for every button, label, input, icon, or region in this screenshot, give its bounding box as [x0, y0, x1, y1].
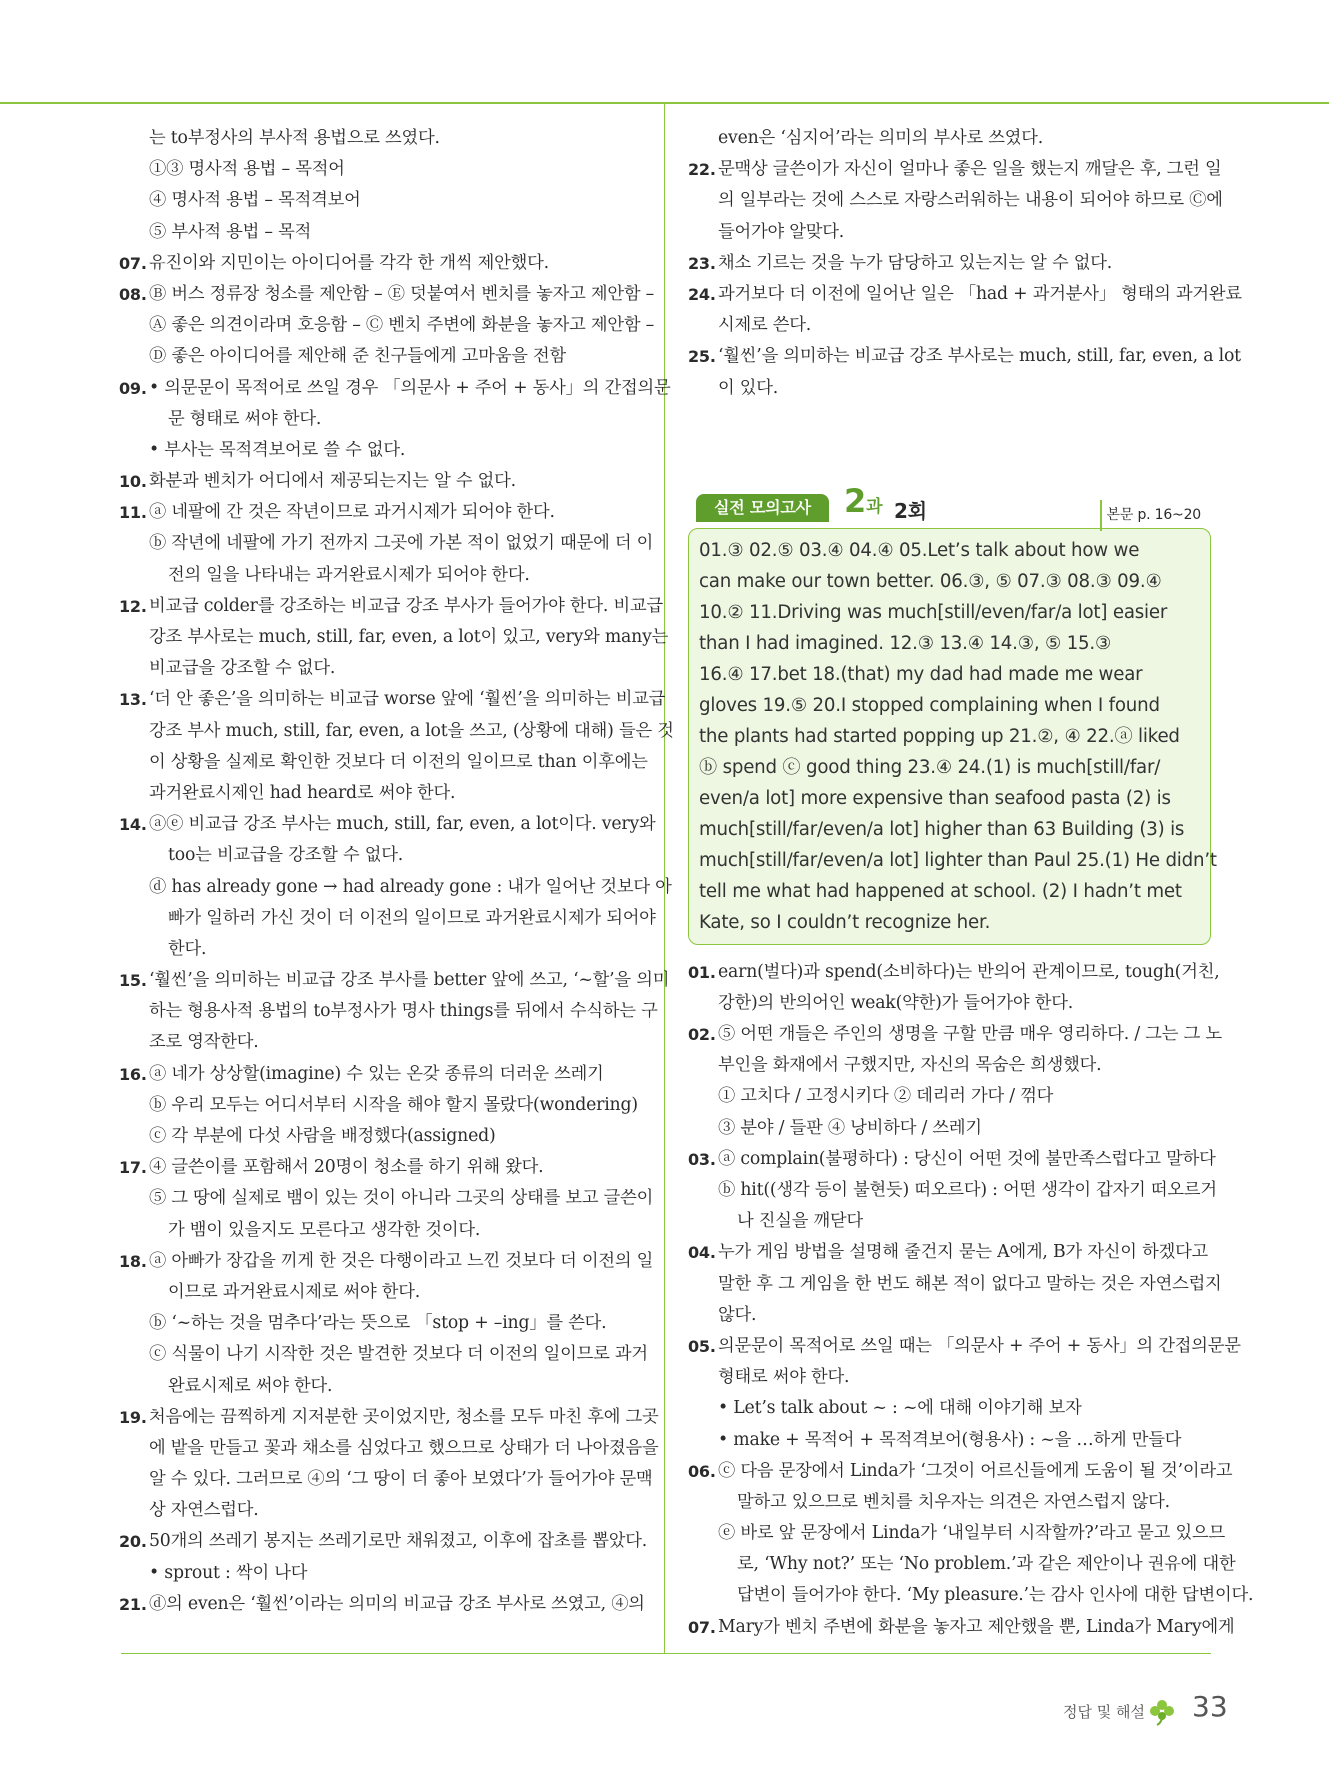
page-reference: 본문 p. 16~20	[1100, 500, 1201, 531]
line-text: ⓒ 다음 문장에서 Linda가 ‘그것이 어르신들에게 도움이 될 것’이라고	[718, 1460, 1233, 1481]
text-line	[119, 1495, 644, 1526]
unit-label	[844, 481, 883, 523]
answer-title-tab: 실전 모의고사	[696, 494, 829, 522]
line-text: 과거보다 더 이전에 일어난 일은 「had + 과거분사」 형태의 과거완료	[718, 283, 1242, 304]
item-number: 11.	[119, 503, 147, 523]
line-text: earn(벌다)과 spend(소비하다)는 반의어 관계이므로, tough(거친,	[718, 961, 1220, 982]
answer-line: can make our town better. 06.③, ⑤ 07.③ 08.③ 09.④	[699, 570, 1162, 592]
text-line	[688, 1237, 1211, 1268]
answer-line: the plants had started popping up 21.②, ④ 22.ⓐ liked	[699, 725, 1180, 747]
text-line	[119, 248, 644, 279]
line-text: ⓐ complain(불평하다) : 당신이 어떤 것에 불만족스럽다고 말하다	[718, 1148, 1216, 1169]
line-text: 유진이와 지민이는 아이디어를 각각 한 개씩 제안했다.	[149, 252, 549, 273]
text-line	[688, 1081, 1211, 1112]
text-line	[688, 279, 1242, 310]
item-number: 15.	[119, 971, 147, 991]
answer-line: tell me what had happened at school. (2) I hadn’t met	[699, 880, 1182, 902]
text-line	[119, 528, 654, 559]
line-text: 과거완료시제인 had heard로 써야 한다.	[149, 782, 456, 803]
text-line	[688, 154, 1222, 185]
line-text: ⓒ 각 부분에 다섯 사람을 배정했다(assigned)	[149, 1126, 496, 1146]
item-number: 23.	[688, 253, 716, 273]
line-text: too는 비교급을 강조할 수 없다.	[168, 845, 404, 866]
line-text: 비교급 colder를 강조하는 비교급 강조 부사가 들어가야 한다. 비교급	[149, 595, 663, 616]
line-text: 한다.	[168, 938, 207, 959]
item-number: 24.	[688, 284, 716, 304]
text-line	[688, 341, 1241, 372]
line-text: Ⓑ 버스 정류장 청소를 제안함 – Ⓔ 덧붙여서 벤치를 놓자고 제안함 –	[149, 283, 655, 304]
line-text: even은 ‘심지어’라는 의미의 부사로 쓰였다.	[718, 128, 1044, 148]
text-line	[688, 248, 1211, 279]
text-line	[119, 778, 644, 809]
line-text: 형태로 써야 한다.	[718, 1367, 850, 1388]
right-top-explanations	[688, 123, 1242, 404]
line-text: ⓐ 네가 상상할(imagine) 수 있는 온갖 종류의 더러운 쓰레기	[149, 1063, 604, 1084]
line-text: ⓑ hit((생각 등이 불현듯) 떠오르다) : 어떤 생각이 갑자기 떠오르거	[718, 1180, 1217, 1200]
text-line	[119, 1059, 644, 1090]
text-line	[119, 560, 644, 591]
line-text: ⓐ 아빠가 장갑을 끼게 한 것은 다행이라고 느낀 것보다 더 이전의 일	[149, 1250, 654, 1271]
text-line	[119, 996, 658, 1027]
text-line	[119, 653, 644, 684]
answer-line: Kate, so I couldn’t recognize her.	[699, 911, 991, 933]
text-line	[119, 1090, 644, 1121]
item-number: 02.	[688, 1025, 716, 1045]
text-line	[119, 622, 669, 653]
line-text: 강조 부사 much, still, far, even, a lot을 쓰고, (상황에 대해) 들은 것	[149, 720, 674, 741]
item-number: 01.	[688, 962, 716, 982]
text-line	[119, 840, 644, 871]
answer-line: ⓑ spend ⓒ good thing 23.④ 24.(1) is much[still/far/	[699, 756, 1161, 778]
item-number: 08.	[119, 284, 147, 304]
footer-label: 정답 및 해설	[1063, 1703, 1145, 1721]
line-text: ⑤ 그 땅에 실제로 뱀이 있는 것이 아니라 그곳의 상태를 보고 글쓴이	[149, 1188, 654, 1209]
line-text: • Let’s talk about ~ : ~에 대해 이야기해 보자	[718, 1398, 1082, 1419]
line-text: 하는 형용사적 용법의 to부정사가 명사 things를 뒤에서 수식하는 구	[149, 1001, 658, 1022]
text-line	[688, 185, 1223, 216]
item-number: 06.	[688, 1461, 716, 1481]
line-text: 가 뱀이 있을지도 모른다고 생각한 것이다.	[168, 1219, 481, 1240]
text-line	[688, 373, 1211, 404]
line-text: 상 자연스럽다.	[149, 1500, 259, 1521]
line-text: 비교급을 강조할 수 없다.	[149, 658, 336, 679]
text-line	[119, 310, 655, 341]
text-line	[119, 1464, 653, 1495]
line-text: 완료시제로 써야 한다.	[168, 1375, 333, 1396]
text-line	[119, 1402, 659, 1433]
line-text: ‘훨씬’을 의미하는 비교급 강조 부사로는 much, still, far, even, a lot	[718, 346, 1241, 367]
text-line	[119, 1339, 648, 1370]
item-number: 04.	[688, 1243, 716, 1263]
line-text: 문맥상 글쓴이가 자신이 얼마나 좋은 일을 했는지 깨달은 후, 그런 일	[718, 159, 1222, 180]
answer-line: gloves 19.⑤ 20.I stopped complaining when I found	[699, 694, 1160, 716]
line-text: 의문문이 목적어로 쓰일 때는 「의문사 + 주어 + 동사」의 간접의문문	[718, 1335, 1241, 1356]
item-number: 25.	[688, 347, 716, 367]
line-text: 나 진실을 깨닫다	[737, 1211, 864, 1232]
text-line	[119, 903, 656, 934]
line-text: • 의문문이 목적어로 쓰일 경우 「의문사 + 주어 + 동사」의 간접의문	[149, 377, 671, 398]
text-line	[688, 1456, 1233, 1487]
item-number: 13.	[119, 690, 147, 710]
right-column	[688, 123, 1254, 1643]
text-line	[688, 1050, 1211, 1081]
text-line	[688, 217, 1211, 248]
line-text: Mary가 벤치 주변에 화분을 놓자고 제안했을 뿐, Linda가 Mary에게	[718, 1616, 1235, 1637]
text-line	[119, 217, 644, 248]
line-text: 채소 기르는 것을 누가 담당하고 있는지는 알 수 없다.	[718, 252, 1113, 273]
text-line	[119, 1183, 654, 1214]
text-line	[119, 1308, 644, 1339]
text-line	[688, 988, 1211, 1019]
item-number: 14.	[119, 815, 147, 835]
line-text: ⓓ의 even은 ‘훨씬’이라는 의미의 비교급 강조 부사로 쓰였고, ④의	[149, 1593, 645, 1614]
item-number: 20.	[119, 1532, 147, 1552]
text-line	[688, 1175, 1217, 1206]
text-line	[688, 310, 1211, 341]
text-line	[688, 1206, 1211, 1237]
item-number: 18.	[119, 1251, 147, 1271]
text-line	[688, 1113, 1211, 1144]
text-line	[119, 1277, 644, 1308]
line-text: 전의 일을 나타내는 과거완료시제가 되어야 한다.	[168, 564, 530, 585]
line-text: ⓐ 네팔에 간 것은 작년이므로 과거시제가 되어야 한다.	[149, 502, 555, 523]
text-line	[688, 1331, 1241, 1362]
line-text: 빠가 일하러 가신 것이 더 이전의 일이므로 과거완료시제가 되어야	[168, 907, 656, 928]
answer-line: much[still/far/even/a lot] lighter than Paul 25.(1) He didn’t	[699, 849, 1217, 871]
text-line	[119, 747, 648, 778]
item-number: 12.	[119, 596, 147, 616]
text-line	[688, 1300, 1211, 1331]
left-column	[119, 123, 674, 1620]
answer-line: even/a lot] more expensive than seafood pasta (2) is	[699, 787, 1171, 809]
text-line	[119, 965, 670, 996]
line-text: 50개의 쓰레기 봉지는 쓰레기로만 채워졌고, 이후에 잡초를 뽑았다.	[149, 1531, 648, 1552]
line-text: ①③ 명사적 용법 – 목적어	[149, 159, 345, 180]
line-text: 이 상황을 실제로 확인한 것보다 더 이전의 일이므로 than 이후에는	[149, 751, 648, 772]
text-line	[119, 1526, 648, 1557]
line-text: 들어가야 알맞다.	[718, 221, 845, 242]
line-text: 시제로 쓴다.	[718, 315, 812, 336]
spacer	[688, 404, 1211, 494]
text-line	[688, 1612, 1235, 1643]
line-text: 조로 영작한다.	[149, 1032, 259, 1053]
answer-line: much[still/far/even/a lot] higher than 63 Building (3) is	[699, 818, 1185, 840]
text-line	[119, 373, 671, 404]
line-text: ④ 글쓴이를 포함해서 20명이 청소를 하기 위해 왔다.	[149, 1157, 544, 1178]
text-line	[688, 1425, 1211, 1456]
text-line	[119, 1121, 644, 1152]
line-text: ⓒ 식물이 나기 시작한 것은 발견한 것보다 더 이전의 일이므로 과거	[149, 1344, 648, 1365]
item-number: 10.	[119, 472, 147, 492]
text-line	[119, 1215, 644, 1246]
text-line	[688, 1362, 1211, 1393]
text-line	[119, 872, 672, 903]
text-line	[688, 1144, 1216, 1175]
line-text: 처음에는 끔찍하게 지저분한 곳이었지만, 청소를 모두 마친 후에 그곳	[149, 1406, 659, 1427]
text-line	[119, 1246, 654, 1277]
line-text: 의 일부라는 것에 스스로 자랑스러워하는 내용이 되어야 하므로 Ⓒ에	[718, 190, 1223, 211]
text-line	[119, 1558, 644, 1589]
line-text: 누가 게임 방법을 설명해 줄건지 묻는 A에게, B가 자신이 하겠다고	[718, 1242, 1209, 1263]
text-line	[688, 1518, 1225, 1549]
round-label: 2회	[894, 498, 927, 523]
text-line	[119, 435, 644, 466]
clover-leaf-icon	[1148, 1698, 1176, 1726]
line-text: 화분과 벤치가 어디에서 제공되는지는 알 수 없다.	[149, 471, 516, 492]
answer-line: 16.④ 17.bet 18.(that) my dad had made me wear	[699, 663, 1143, 685]
line-text: ⓑ 우리 모두는 어디서부터 시작을 해야 할지 몰랐다(wondering)	[149, 1094, 638, 1115]
line-text: 말한 후 그 게임을 한 번도 해본 적이 없다고 말하는 것은 자연스럽지	[718, 1273, 1222, 1294]
text-line	[119, 497, 644, 528]
item-number: 09.	[119, 378, 147, 398]
answer-line: 01.③ 02.⑤ 03.④ 04.④ 05.Let’s talk about how we	[699, 539, 1140, 561]
line-text: Ⓐ 좋은 의견이라며 호응함 – Ⓒ 벤치 주변에 화분을 놓자고 제안함 –	[149, 315, 655, 336]
unit-suffix: 과	[866, 496, 883, 517]
line-text: Ⓓ 좋은 아이디어를 제안해 준 친구들에게 고마움을 전함	[149, 346, 566, 367]
line-text: ④ 명사적 용법 – 목적격보어	[149, 190, 361, 211]
text-line	[119, 1027, 644, 1058]
text-line	[688, 123, 1211, 154]
line-text: • 부사는 목적격보어로 쓸 수 없다.	[149, 439, 406, 460]
line-text: 강조 부사로는 much, still, far, even, a lot이 있고, very와 many는	[149, 627, 669, 647]
line-text: • sprout : 싹이 나다	[149, 1562, 308, 1583]
answer-header	[688, 481, 1211, 528]
line-text: 답변이 들어가야 한다. ‘My pleasure.’는 감사 인사에 대한 답변이다.	[737, 1585, 1254, 1606]
item-number: 07.	[688, 1617, 716, 1637]
line-text: 부인을 화재에서 구했지만, 자신의 목숨은 희생했다.	[718, 1055, 1102, 1076]
text-line	[119, 185, 644, 216]
text-line	[119, 934, 644, 965]
line-text: 로, ‘Why not?’ 또는 ‘No problem.’과 같은 제안이나 권유에 대한	[737, 1554, 1236, 1575]
item-number: 16.	[119, 1064, 147, 1084]
line-text: ‘훨씬’을 의미하는 비교급 강조 부사를 better 앞에 쓰고, ‘~할’을 의미	[149, 970, 670, 991]
text-line	[119, 466, 644, 497]
bottom-rule	[121, 1653, 1211, 1654]
item-number: 19.	[119, 1407, 147, 1427]
line-text: ⓔ 바로 앞 문장에서 Linda가 ‘내일부터 시작할까?’라고 묻고 있으므	[718, 1523, 1225, 1544]
text-line	[688, 1393, 1211, 1424]
line-text: ③ 분야 / 들판 ④ 낭비하다 / 쓰레기	[718, 1117, 982, 1138]
text-line	[119, 809, 656, 840]
line-text: ⓓ has already gone → had already gone : 내가 일어난 것보다 아	[149, 876, 672, 897]
text-line	[119, 684, 666, 715]
text-line	[119, 123, 644, 154]
answer-line: 10.② 11.Driving was much[still/even/far/a lot] easier	[699, 601, 1168, 623]
item-number: 22.	[688, 160, 716, 180]
text-line	[119, 591, 663, 622]
text-line	[688, 1269, 1222, 1300]
text-line	[119, 404, 644, 435]
line-text: 이 있다.	[718, 377, 779, 398]
line-text: 이므로 과거완료시제로 써야 한다.	[168, 1281, 421, 1302]
text-line	[119, 1433, 659, 1464]
unit-number: 2	[844, 481, 867, 520]
item-number: 17.	[119, 1158, 147, 1178]
text-line	[119, 716, 674, 747]
page-number: 33	[1192, 1690, 1228, 1723]
line-text: 는 to부정사의 부사적 용법으로 쓰였다.	[149, 128, 440, 148]
item-number: 21.	[119, 1594, 147, 1614]
line-text: 강한)의 반의어인 weak(약한)가 들어가야 한다.	[718, 992, 1073, 1013]
line-text: ⑤ 부사적 용법 – 목적	[149, 221, 312, 242]
answer-key-box	[688, 528, 1217, 945]
line-text: ① 고치다 / 고정시키다 ② 데리러 가다 / 꺾다	[718, 1086, 1054, 1107]
right-bottom-explanations	[688, 957, 1254, 1643]
text-line	[119, 341, 644, 372]
line-text: ⓑ 작년에 네팔에 가기 전까지 그곳에 가본 적이 없었기 때문에 더 이	[149, 533, 654, 554]
text-line	[119, 1152, 644, 1183]
line-text: 에 밭을 만들고 꽃과 채소를 심었다고 했으므로 상태가 더 나아졌음을	[149, 1437, 659, 1458]
text-line	[119, 279, 655, 310]
text-line	[119, 154, 644, 185]
text-line	[119, 1371, 644, 1402]
item-number: 05.	[688, 1336, 716, 1356]
text-line	[688, 1487, 1211, 1518]
line-text: 말하고 있으므로 벤치를 치우자는 의견은 자연스럽지 않다.	[737, 1491, 1170, 1512]
line-text: ⑤ 어떤 개들은 주인의 생명을 구할 만큼 매우 영리하다. / 그는 그 노	[718, 1024, 1222, 1045]
item-number: 07.	[119, 253, 147, 273]
text-line	[119, 1589, 644, 1620]
line-text: 문 형태로 써야 한다.	[168, 408, 322, 429]
text-line	[688, 1580, 1254, 1611]
text-line	[688, 957, 1220, 988]
line-text: ⓑ ‘~하는 것을 멈추다’라는 뜻으로 「stop + –ing」를 쓴다.	[149, 1313, 607, 1334]
item-number: 03.	[688, 1149, 716, 1169]
line-text: • make + 목적어 + 목적격보어(형용사) : ~을 …하게 만들다	[718, 1429, 1182, 1450]
line-text: ⓐⓔ 비교급 강조 부사는 much, still, far, even, a lot이다. very와	[149, 814, 656, 835]
line-text: ‘더 안 좋은’을 의미하는 비교급 worse 앞에 ‘훨씬’을 의미하는 비교급	[149, 689, 666, 710]
answer-line: than I had imagined. 12.③ 13.④ 14.③, ⑤ 15.③	[699, 632, 1112, 654]
line-text: 알 수 있다. 그러므로 ④의 ‘그 땅이 더 좋아 보였다’가 들어가야 문맥	[149, 1469, 653, 1490]
line-text: 않다.	[718, 1304, 757, 1325]
text-line	[688, 1019, 1222, 1050]
text-line	[688, 1549, 1236, 1580]
